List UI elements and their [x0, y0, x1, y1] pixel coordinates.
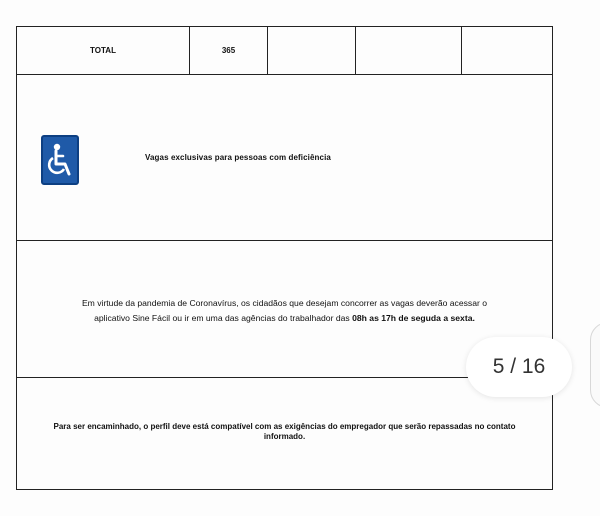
- notice-hours: 08h as 17h de seguda a sexta.: [352, 313, 475, 323]
- notice-line-1: Em virtude da pandemia de Coronavírus, os cidadãos que desejam concorrer as vagas deverão acessar o: [81, 298, 488, 308]
- pcd-text: Vagas exclusivas para pessoas com deficiência: [145, 153, 331, 162]
- total-value-cell: [190, 27, 268, 74]
- empty-cell: [462, 27, 552, 74]
- side-scroll-tab[interactable]: [590, 322, 600, 408]
- pcd-row: [17, 75, 552, 241]
- job-table: [16, 26, 553, 490]
- total-label: TOTAL: [90, 46, 116, 55]
- notice-text: [17, 296, 552, 326]
- empty-cell: [268, 27, 356, 74]
- page-indicator: 5 / 16: [466, 337, 572, 397]
- total-row: [17, 27, 552, 75]
- final-row: [17, 378, 552, 489]
- total-label-cell: [17, 27, 190, 74]
- total-value: 365: [221, 46, 236, 55]
- notice-line-2-text: aplicativo Sine Fácil ou ir em uma das agências do trabalhador das: [94, 313, 353, 323]
- notice-line-2: [17, 311, 552, 326]
- empty-cell: [356, 27, 462, 74]
- wheelchair-accessibility-icon: [41, 135, 79, 185]
- final-text: Para ser encaminhado, o perfil deve está compatível com as exigências do empregador que serão repassadas no contato informado.: [53, 422, 516, 441]
